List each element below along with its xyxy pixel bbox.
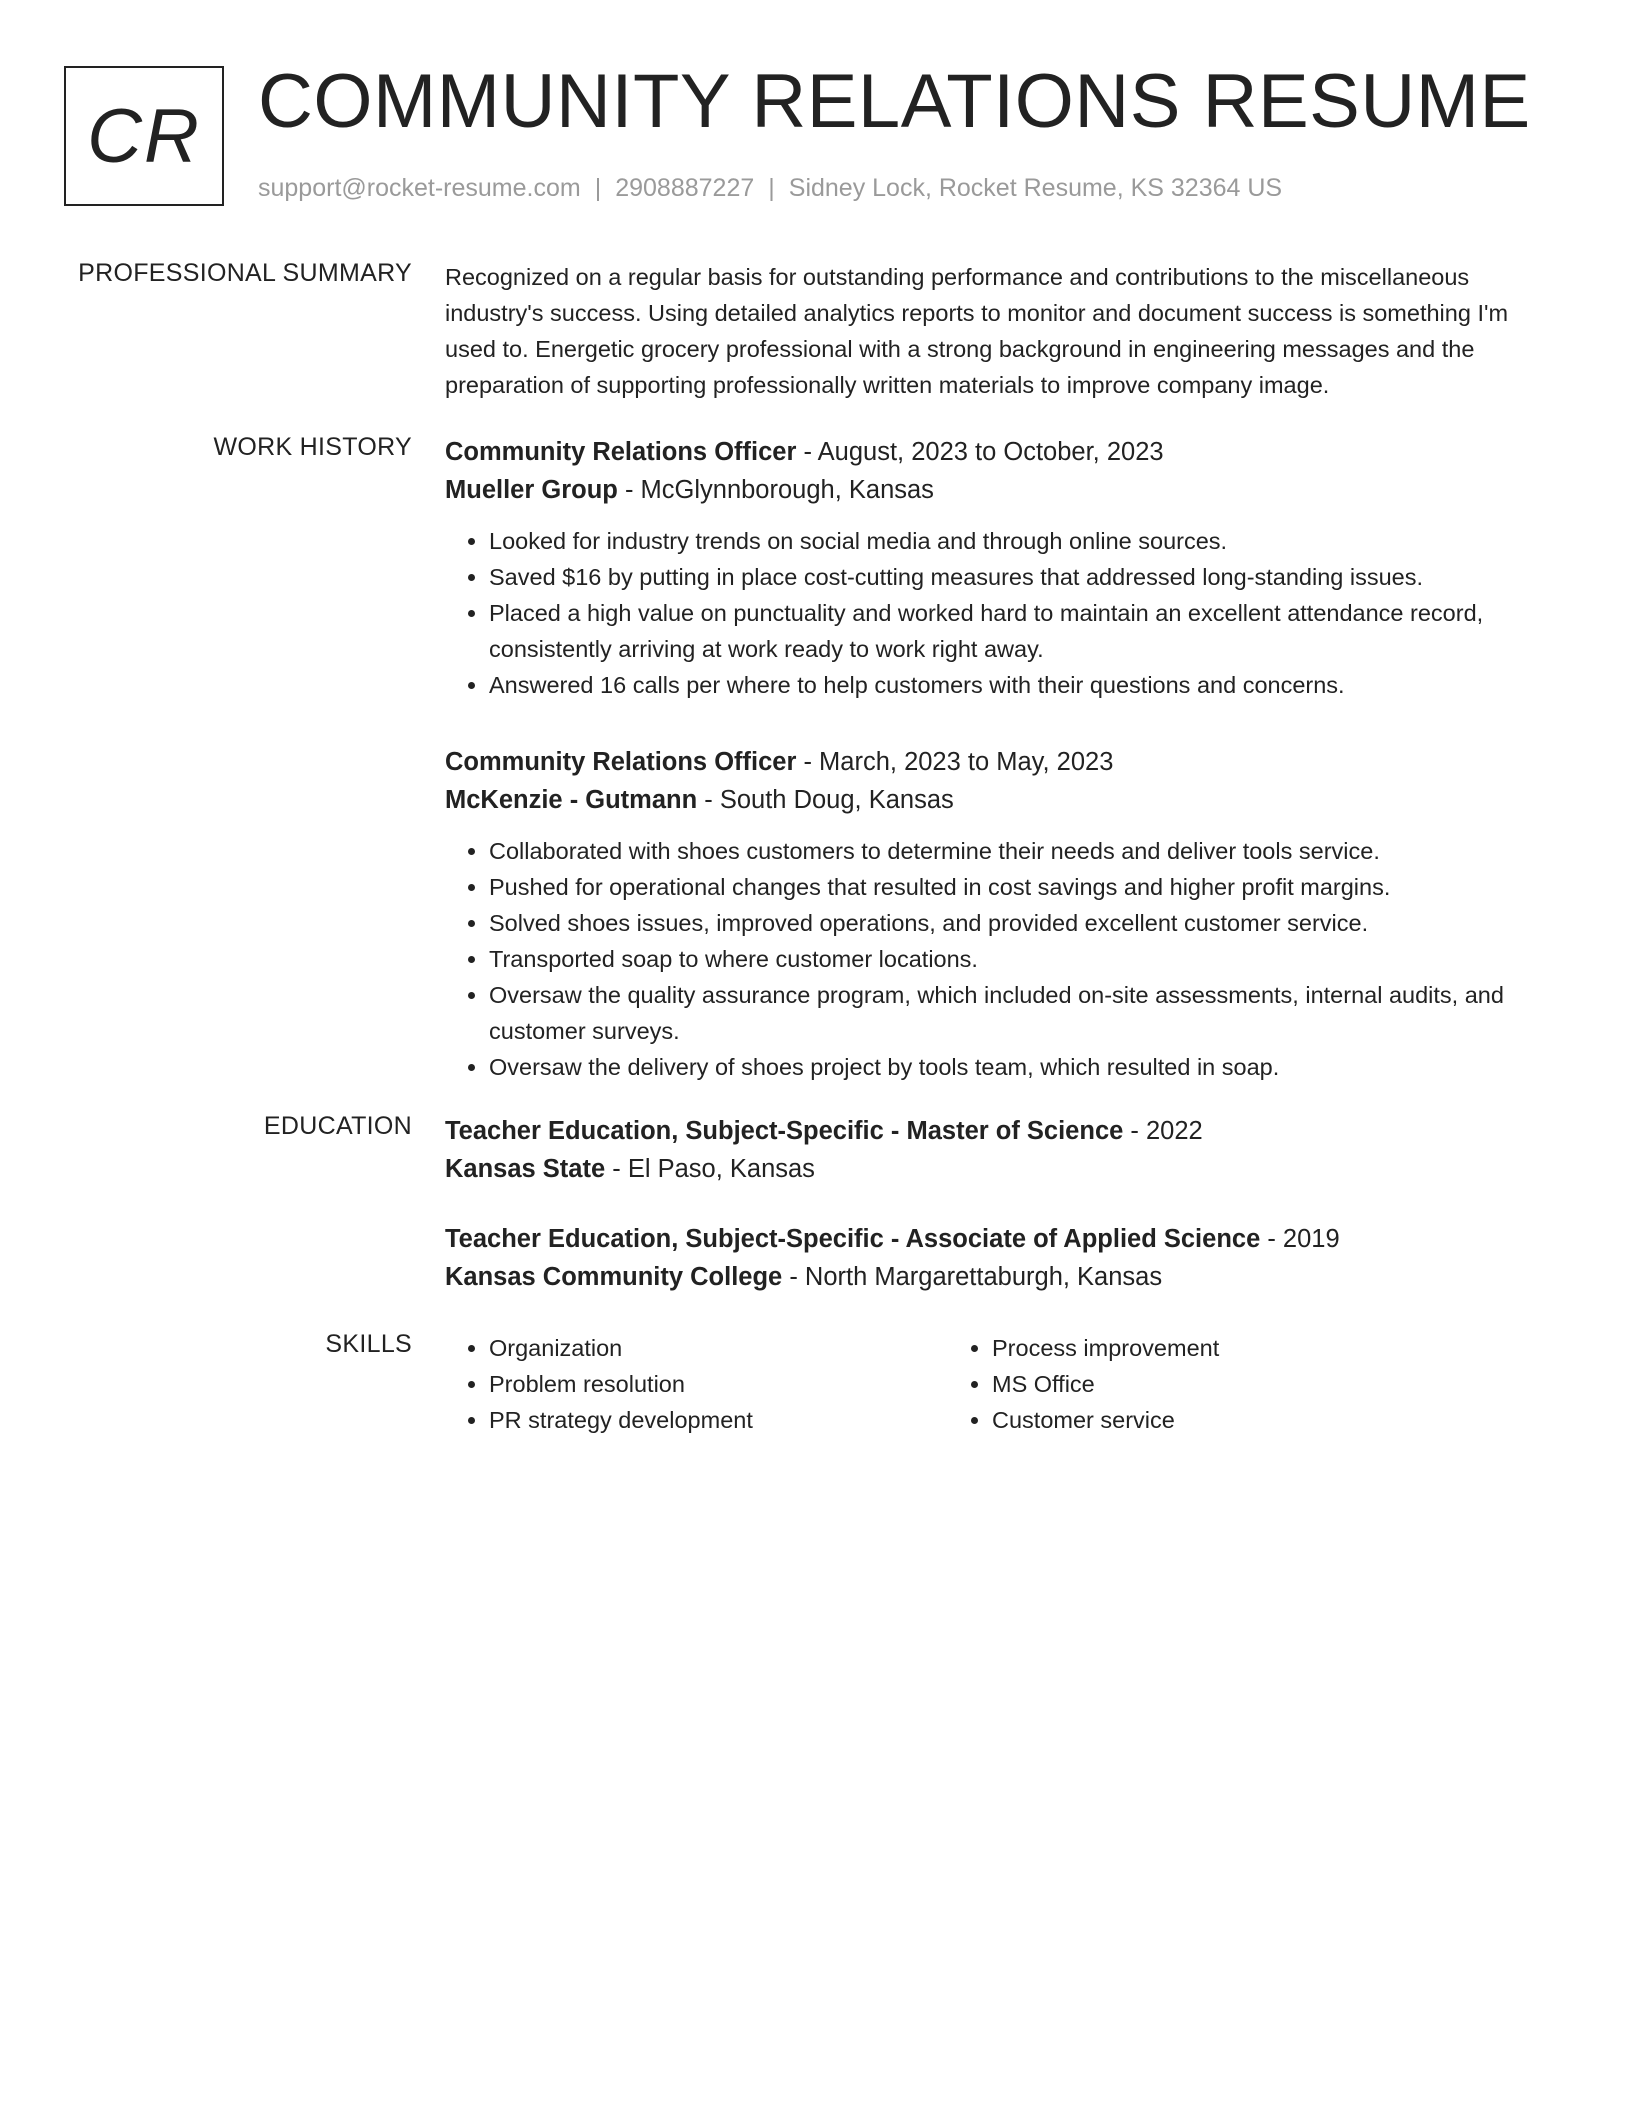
- job-entry: [445, 743, 1560, 1085]
- job-bullet: • Pushed for operational changes that resulted in cost savings and higher profit margins.: [489, 869, 1560, 905]
- job-bullet: • Saved $16 by putting in place cost-cutting measures that addressed long-standing issues.: [489, 559, 1560, 595]
- summary-text: Recognized on a regular basis for outstanding performance and contributions to the miscellaneous industry's success. Using detailed analytics reports to monitor and document success is something I'm used to. Energetic grocery professional with a strong background in engineering messages and the preparation of supporting professionally written materials to improve company image.: [445, 264, 1509, 398]
- job-title: Community Relations Officer: [445, 438, 797, 466]
- contact-email: support@rocket-resume.com: [258, 174, 581, 202]
- contact-address: Sidney Lock, Rocket Resume, KS 32364 US: [788, 174, 1283, 202]
- job-bullet: • Placed a high value on punctuality and worked hard to maintain an excellent attendance record, consistently arriving at work ready to work right away.: [489, 595, 1560, 667]
- job-bullets: [445, 523, 1560, 703]
- job-bullet: • Oversaw the delivery of shoes project by tools team, which resulted in soap.: [489, 1049, 1560, 1085]
- job-location: - McGlynnborough, Kansas: [617, 476, 934, 504]
- degree-name: Teacher Education, Subject-Specific - Associate of Applied Science: [445, 1225, 1261, 1253]
- skill-item: • Customer service: [992, 1402, 1451, 1438]
- skills-column-left: [445, 1330, 948, 1438]
- degree-line: [445, 1220, 1560, 1258]
- job-location: - South Doug, Kansas: [697, 786, 954, 814]
- job-title: Community Relations Officer: [445, 748, 797, 776]
- degree-line: [445, 1112, 1560, 1150]
- skill-item: • Process improvement: [992, 1330, 1451, 1366]
- job-bullet: • Oversaw the quality assurance program, which included on-site assessments, internal audits, and customer surveys.: [489, 977, 1560, 1049]
- school-location: - North Margarettaburgh, Kansas: [782, 1263, 1163, 1291]
- section-label-education: EDUCATION: [263, 1112, 412, 1140]
- job-company: Mueller Group: [445, 476, 618, 504]
- skill-item: • Problem resolution: [489, 1366, 948, 1402]
- monogram-logo: CR: [64, 66, 224, 206]
- education-entry: [445, 1220, 1560, 1296]
- contact-separator: |: [594, 174, 602, 202]
- job-company-line: [445, 781, 1560, 819]
- degree-year: - 2022: [1123, 1117, 1203, 1145]
- job-dates: - August, 2023 to October, 2023: [796, 438, 1164, 466]
- job-bullet: • Solved shoes issues, improved operations, and provided excellent customer service.: [489, 905, 1560, 941]
- section-label-summary: PROFESSIONAL SUMMARY: [78, 259, 412, 287]
- job-bullet: • Transported soap to where customer locations.: [489, 941, 1560, 977]
- school-line: [445, 1258, 1560, 1296]
- job-entry: [445, 433, 1560, 703]
- job-company-line: [445, 471, 1560, 509]
- school-line: [445, 1150, 1560, 1188]
- job-bullet: • Looked for industry trends on social media and through online sources.: [489, 523, 1560, 559]
- job-bullets: [445, 833, 1560, 1085]
- contact-line: [258, 174, 1282, 203]
- job-dates: - March, 2023 to May, 2023: [796, 748, 1114, 776]
- skill-item: • PR strategy development: [489, 1402, 948, 1438]
- education-entry: [445, 1112, 1560, 1188]
- skill-item: • Organization: [489, 1330, 948, 1366]
- job-company: McKenzie - Gutmann: [445, 786, 698, 814]
- skill-item: • MS Office: [992, 1366, 1451, 1402]
- school-name: Kansas State: [445, 1155, 606, 1183]
- section-label-work-history: WORK HISTORY: [213, 433, 412, 461]
- job-title-line: [445, 433, 1560, 471]
- degree-year: - 2019: [1260, 1225, 1340, 1253]
- contact-separator: |: [768, 174, 775, 202]
- job-bullet: • Collaborated with shoes customers to determine their needs and deliver tools service.: [489, 833, 1560, 869]
- job-title-line: [445, 743, 1560, 781]
- skills-column-right: [948, 1330, 1451, 1438]
- job-bullet: • Answered 16 calls per where to help customers with their questions and concerns.: [489, 667, 1560, 703]
- section-label-skills: SKILLS: [325, 1330, 412, 1358]
- school-location: - El Paso, Kansas: [605, 1155, 815, 1183]
- school-name: Kansas Community College: [445, 1263, 783, 1291]
- degree-name: Teacher Education, Subject-Specific - Master of Science: [445, 1117, 1124, 1145]
- resume-title: COMMUNITY RELATIONS RESUME: [258, 59, 1531, 144]
- contact-phone: 2908887227: [615, 174, 755, 202]
